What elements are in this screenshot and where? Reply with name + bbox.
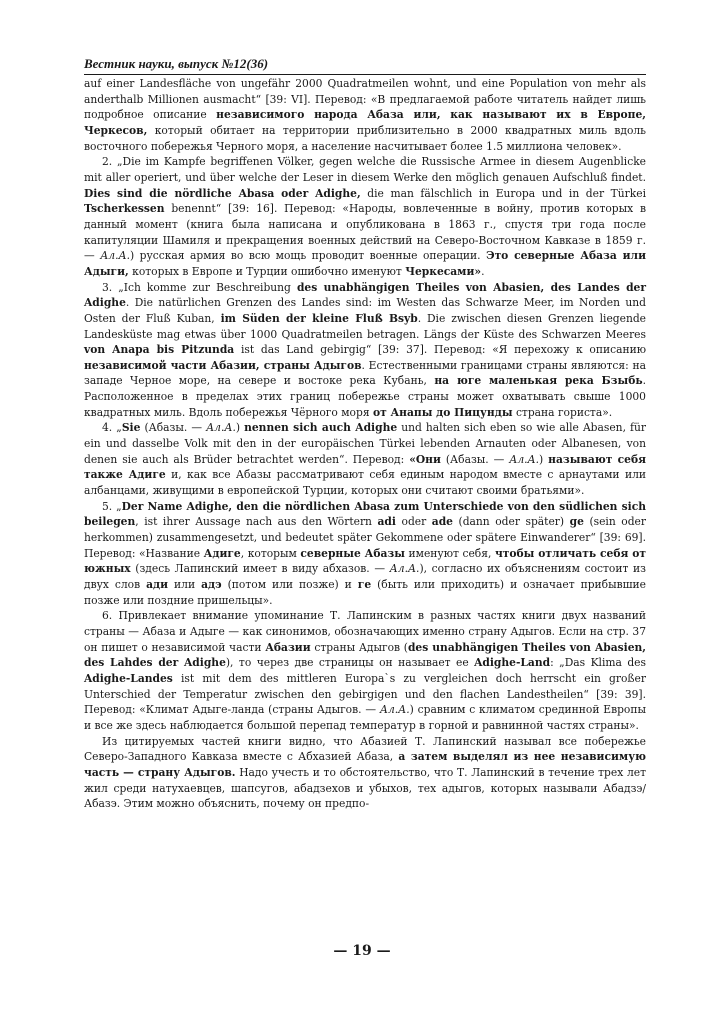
text-run: ), согласно их объяснениям состоит из двух слов (84, 562, 646, 591)
journal-header (84, 56, 646, 75)
bold-text: adi (377, 515, 396, 529)
journal-title: Вестник науки, выпуск №12(36) (84, 56, 269, 71)
bold-text: гe (357, 578, 372, 591)
text-run: именуют себя, (404, 546, 495, 560)
text-run: страна гориста». (512, 405, 613, 419)
italic-text: Ал.А. (389, 562, 420, 576)
text-run: (быть или приходить) и означает прибывшие позже или поздние пришельцы». (84, 578, 647, 607)
text-run: (Абазы. — (440, 452, 510, 466)
text-run: , которым (240, 546, 301, 560)
text-run: 5. „ (102, 499, 122, 513)
paragraph-2 (84, 154, 646, 279)
text-run: и, как все Абазы рассматривают себя единым народом вместе с арнаутами или албанцами, живущими в европейской Турции, которых они считают своими братьями». (84, 468, 646, 498)
bold-text: Der Name Adighe, den die nördlichen Abasa zum Unterschiede von den südlichen sich beilegen (84, 499, 646, 529)
bold-text: адэ (201, 578, 222, 591)
text-run: ist mit dem des mittleren Europa`s zu vergleichen doch herrscht ein großer Unterschied der Temperatur zwischen den gebirgigen und den flachen Landestheilen“ [39: 39]. Перевод: «Климат Адыге-ланда (страны Адыгов. — (84, 671, 646, 717)
bold-text: Adighe-Landes (84, 671, 173, 685)
italic-text: Ал.А. (206, 421, 236, 435)
text-run: . Естественными границами страны являются: на западе Черное море, на севере и востоке река Кубань, (84, 358, 646, 388)
italic-text: Ал.А. (100, 249, 130, 263)
italic-text: Ал.А. (509, 452, 540, 466)
bold-text: на юге маленькая река Бзыбь (434, 374, 643, 388)
text-run: 4. „ (102, 421, 122, 435)
text-run: ) сравним с климатом срединной Европы и все же здесь наблюдается большой перепад температур в горной и равнинной частях страны». (84, 703, 646, 732)
text-run: ) (539, 452, 549, 466)
bold-text: von Anapa bis Pitzunda (84, 343, 235, 357)
bold-text: ade (431, 515, 453, 529)
paragraph-4 (84, 420, 646, 498)
page-body (84, 76, 646, 812)
text-run: 6. Привлекает внимание упоминание Т. Лапинским в разных частях книги двух названий страны — Абаза и Адыге — как синонимов, обозначающих именно страну Адыгов. Если на стр. 37 он пишет о независимой части (84, 609, 646, 654)
text-run: die man fälschlich in Europa und in der Türkei (360, 186, 647, 200)
bold-text: Черкесами» (405, 264, 482, 278)
text-run: , ist ihrer Aussage nach aus den Wörtern (135, 515, 378, 529)
text-run: страны Адыгов ( (310, 640, 408, 654)
bold-text: независимой части Абазии, страны Адыгов (84, 358, 362, 372)
text-run: которых в Европе и Турции ошибочно именуют (128, 264, 406, 278)
bold-text: Tscherkessen (84, 202, 165, 216)
text-run: (здесь Лапинский имеет в виду абхазов. — (130, 562, 390, 576)
bold-text: а затем выделял из нее независимую часть — страну Адыгов. (84, 750, 647, 779)
bold-text: Sie (121, 421, 141, 435)
bold-text: nennen sich auch Adighe (244, 421, 398, 435)
bold-text: Это северные Абаза или Адыги, (84, 249, 646, 278)
text-run: ) русская армия во всю мощь проводит военные операции. (129, 249, 487, 263)
text-run: (dann oder später) (452, 515, 570, 529)
bold-text: des unabhängigen Theiles von Abasien, des Landes der Adighe (84, 280, 646, 310)
paragraph-3 (84, 280, 646, 421)
paragraph-5 (84, 499, 646, 609)
text-run: . (481, 264, 485, 278)
bold-text: чтобы отличать себя от южных (84, 546, 647, 576)
bold-text: Dies sind die nördliche Abasa oder Adighe, (84, 186, 361, 200)
italic-text: Ал.А. (379, 703, 410, 717)
text-run: Из цитируемых частей книги видно, что Абазией Т. Лапинский называл все побережье Северо-Западного Кавказа вместе с Абхазией Абаза, (84, 734, 646, 764)
bold-text: im Süden der kleine Fluß Bsyb (220, 311, 418, 325)
bold-text: от Анапы до Пицунды (372, 405, 513, 419)
bold-text: ади (146, 578, 169, 591)
text-run: 2. „Die im Kampfe begriffenen Völker, gegen welche die Russische Armee in diesem Augenblicke mit aller operiert, und über welche der Leser in diesem Werke den möglich genauen Aufschluß findet. (84, 155, 646, 184)
bold-text: называют себя также Адиге (84, 452, 646, 482)
text-run: auf einer Landesfläche von ungefähr 2000 Quadratmeilen wohnt, und eine Population von mehr als anderthalb Millionen ausmacht“ [39: VI]. Перевод: «В предлагаемой работе читатель найдет лишь подробное описание (84, 77, 646, 122)
text-run: ist das Land gebirgig“ [39: 37]. Перевод: «Я перехожу к описанию (234, 343, 646, 357)
page-number: — 19 — (333, 943, 391, 959)
bold-text: независимого народа Абаза или, как называют их в Европе, Черкесов, (84, 108, 646, 137)
text-run: benennt“ [39: 16]. Перевод: «Народы, вовлеченные в войну, против которых в данный момент (книга была написана и опубликована в 1863 г., спустя три года после капитуляции Шамиля и прекращения военных действий на Северо-Восточном Кавказе в 1859 г. — (84, 202, 646, 263)
text-run: 3. „Ich komme zur Beschreibung (102, 280, 297, 294)
text-run: . Die natürlichen Grenzen des Landes sind: im Westen das Schwarze Meer, im Norden und Osten der Fluß Kuban, (84, 296, 646, 325)
text-run: und halten sich eben so wie alle Abasen, für ein und dasselbe Volk mit den in der europäischen Türkei lebenden Arnauten oder Albanesen, von denen sie auch als Brüder betrachtet werden“. Перевод: (84, 421, 646, 466)
paragraph-7 (84, 734, 646, 812)
bold-text: северные Абазы (300, 546, 405, 560)
text-run: (Абазы. — (140, 421, 207, 435)
bold-text: «Они (409, 452, 441, 466)
bold-text: Adighe-Land (474, 656, 551, 670)
bold-text: ge (569, 515, 584, 529)
text-run: Надо учесть и то обстоятельство, что Т. Лапинский в течение трех лет жил среди натухаевцев, шапсугов, абадзехов и убыхов, тех адыгов, которых называли Абадзэ/Абазэ. Этим можно объяснить, почему он предпо- (84, 765, 646, 811)
bold-text: Адиге (203, 546, 241, 560)
text-run: или (168, 578, 202, 591)
text-run: (sein oder herkommen) zusammengesetzt, und bedeutet später Gekommene oder spätere Einwanderer“ [39: 69]. Перевод: «Название (84, 515, 646, 560)
text-run: (потом или позже) и (221, 578, 358, 591)
paragraph-6 (84, 608, 646, 733)
text-run: : „Das Klima des (550, 656, 646, 670)
paragraph-1 (84, 76, 646, 154)
bold-text: Абазии (265, 640, 311, 654)
text-run: который обитает на территории приблизительно в 2000 квадратных миль вдоль восточного побережья Черного моря, а население насчитывает более 1.5 миллиона человек». (84, 123, 646, 153)
text-run: ), то через две страницы он называет ее (225, 656, 475, 670)
text-run: . Die zwischen diesen Grenzen liegende Landesküste mag etwas über 1000 Quadratmeilen betragen. Längs der Küste des Schwarzen Meeres (84, 311, 646, 341)
text-run: . Расположенное в пределах этих границ побережье страны может охватывать свыше 1000 квадратных миль. Вдоль побережья Чёрного моря (84, 374, 647, 419)
text-run: oder (395, 515, 432, 529)
text-run: ) (235, 421, 245, 435)
bold-text: des unabhängigen Theiles von Abasien, des Lahdes der Adighe (84, 640, 646, 670)
